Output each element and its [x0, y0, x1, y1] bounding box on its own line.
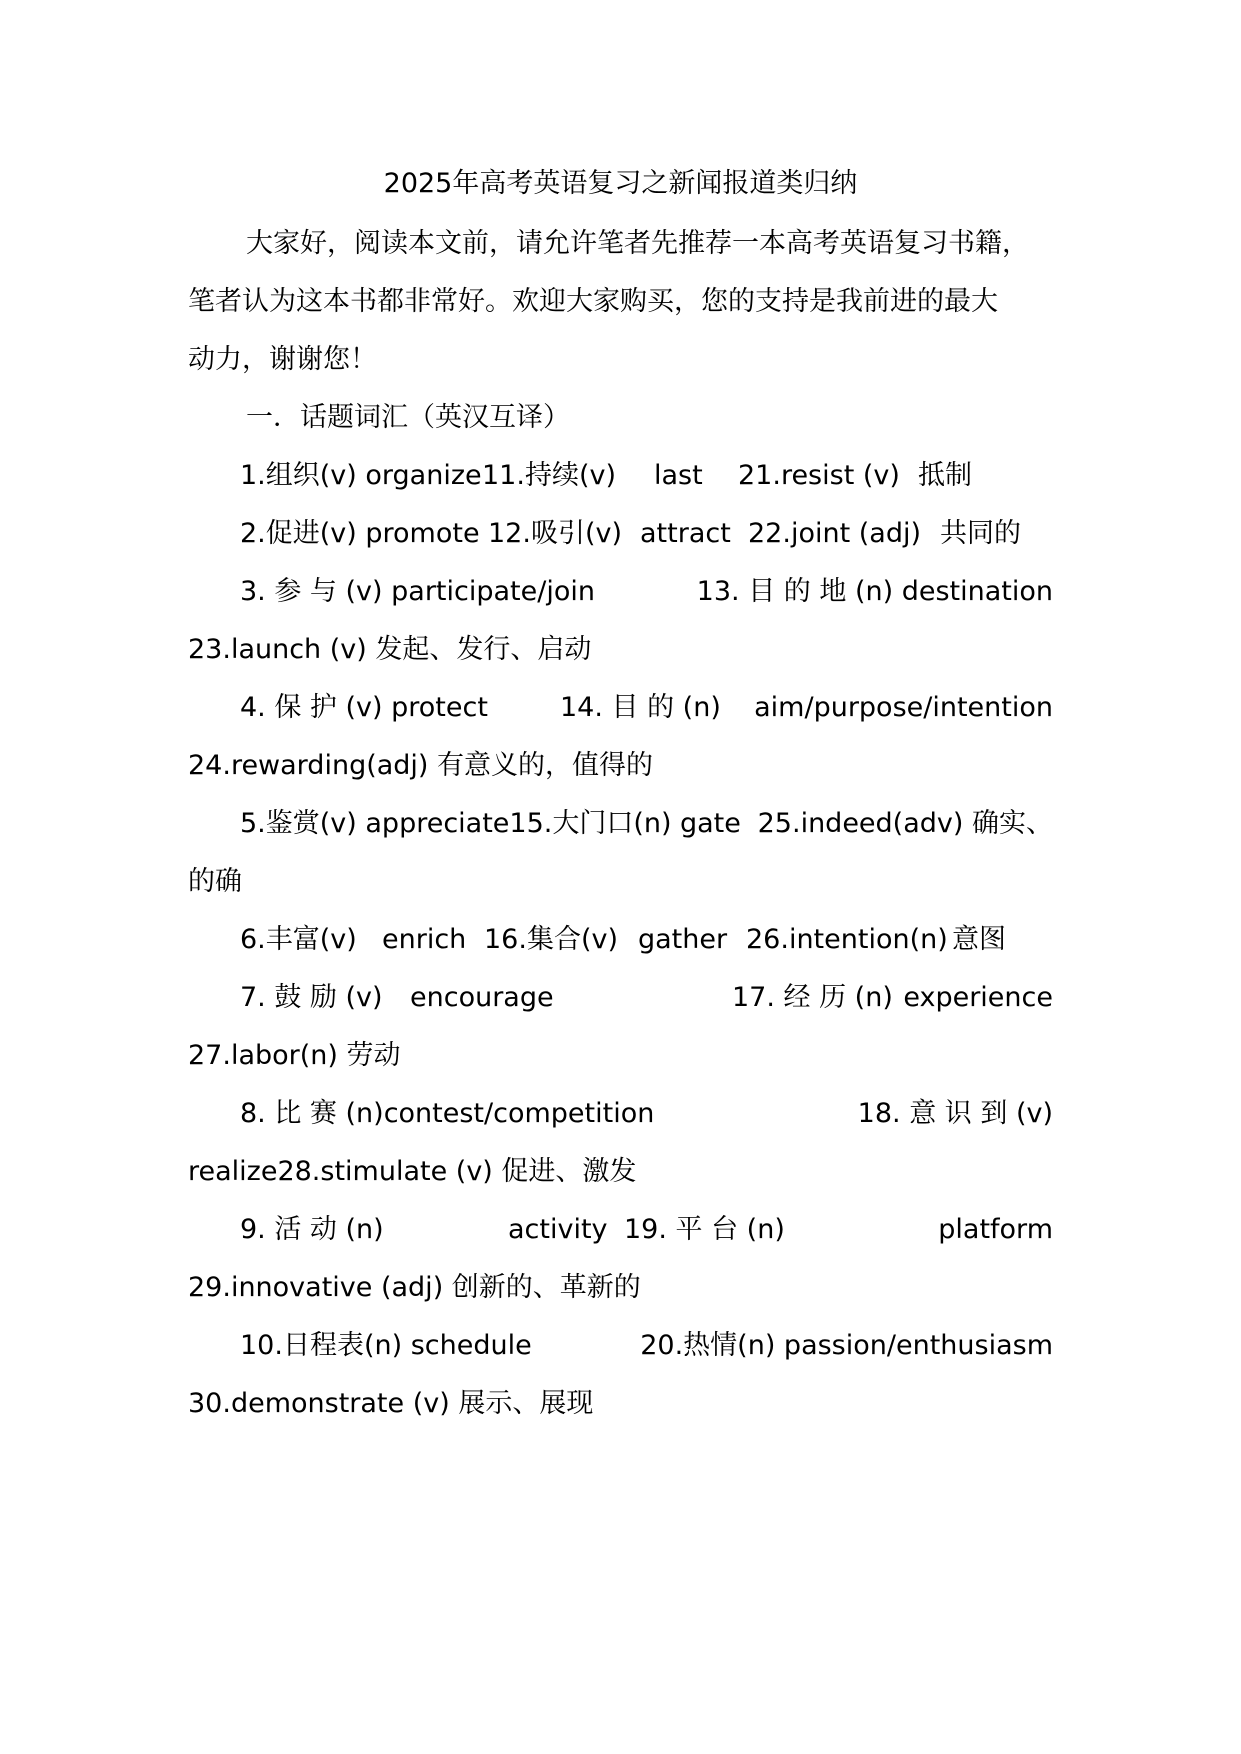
vocab-continuation: 27.labor(n) 劳动: [188, 1040, 401, 1071]
intro-line-3: 动力，谢谢您！: [188, 344, 377, 375]
vocab-row: [0, 922, 1241, 958]
vocab-item: 19. 平 台 (n): [624, 1214, 785, 1245]
vocab-item: 7. 鼓 励 (v): [240, 982, 383, 1013]
vocab-item: 13. 目 的 地 (n) destination: [696, 576, 1053, 607]
vocab-item: enrich: [382, 924, 467, 955]
vocab-item: gate: [680, 808, 741, 839]
vocab-item: 22.joint (adj): [748, 518, 921, 549]
vocab-item: 9. 活 动 (n): [240, 1214, 384, 1245]
vocab-item: 1.组织(v) organize: [240, 460, 482, 491]
vocab-item: 3. 参 与 (v) participate/join: [240, 576, 595, 607]
vocab-item: 4. 保 护 (v) protect: [240, 692, 488, 723]
vocab-continuation: realize28.stimulate (v) 促进、激发: [188, 1156, 637, 1187]
vocab-item: 8. 比 赛 (n)contest/competition: [240, 1098, 655, 1129]
vocab-row: [0, 1212, 1241, 1248]
vocab-item: activity: [508, 1214, 608, 1245]
vocab-item: 6.丰富(v): [240, 924, 357, 955]
vocab-item: 20.热情(n) passion/enthusiasm: [640, 1330, 1053, 1361]
vocab-item: attract: [640, 518, 731, 549]
vocab-continuation: 23.launch (v) 发起、发行、启动: [188, 634, 592, 665]
section-heading: 一．话题词汇（英汉互译）: [246, 402, 570, 433]
vocab-item: 16.集合(v): [484, 924, 618, 955]
vocab-row: [0, 1096, 1241, 1132]
vocab-item: 17. 经 历 (n): [732, 982, 893, 1013]
vocab-item: 21.resist (v): [738, 460, 900, 491]
vocab-row: [0, 980, 1241, 1016]
vocab-item: platform: [938, 1214, 1053, 1245]
vocab-row: [0, 690, 1241, 726]
vocab-item: 2.促进(v) promote: [240, 518, 480, 549]
vocab-item: 意图: [952, 924, 1006, 955]
vocab-item: gather: [638, 924, 728, 955]
vocab-row: [0, 516, 1241, 552]
vocab-item: 抵制: [918, 460, 972, 491]
vocab-item: 5.鉴赏(v) appreciate15.大门口(n): [240, 808, 672, 839]
vocab-item: 26.intention(n): [746, 924, 948, 955]
vocab-item: 12.吸引(v): [488, 518, 622, 549]
vocab-item: last: [654, 460, 703, 491]
vocab-item: 25.indeed(adv) 确实、: [757, 808, 1053, 839]
vocab-row: [0, 458, 1241, 494]
vocab-row: [0, 806, 1241, 842]
document-title: 2025年高考英语复习之新闻报道类归纳: [383, 168, 858, 199]
vocab-item: aim/purpose/intention: [754, 692, 1053, 723]
intro-line-2: 笔者认为这本书都非常好。欢迎大家购买，您的支持是我前进的最大: [188, 286, 998, 317]
vocab-item: 11.持续(v): [482, 460, 616, 491]
vocab-row: [0, 1328, 1241, 1364]
vocab-item: 共同的: [940, 518, 1021, 549]
vocab-item: experience: [903, 982, 1053, 1013]
vocab-continuation: 的确: [188, 866, 242, 897]
intro-line-1: 大家好，阅读本文前，请允许笔者先推荐一本高考英语复习书籍，: [246, 228, 1029, 259]
vocab-continuation: 24.rewarding(adj) 有意义的，值得的: [188, 750, 654, 781]
vocab-item: encourage: [410, 982, 554, 1013]
vocab-item: 14. 目 的 (n): [560, 692, 721, 723]
vocab-item: 18. 意 识 到 (v): [857, 1098, 1053, 1129]
vocab-item: 10.日程表(n) schedule: [240, 1330, 532, 1361]
vocab-continuation: 29.innovative (adj) 创新的、革新的: [188, 1272, 641, 1303]
vocab-row: [0, 574, 1241, 610]
vocab-continuation: 30.demonstrate (v) 展示、展现: [188, 1388, 594, 1419]
